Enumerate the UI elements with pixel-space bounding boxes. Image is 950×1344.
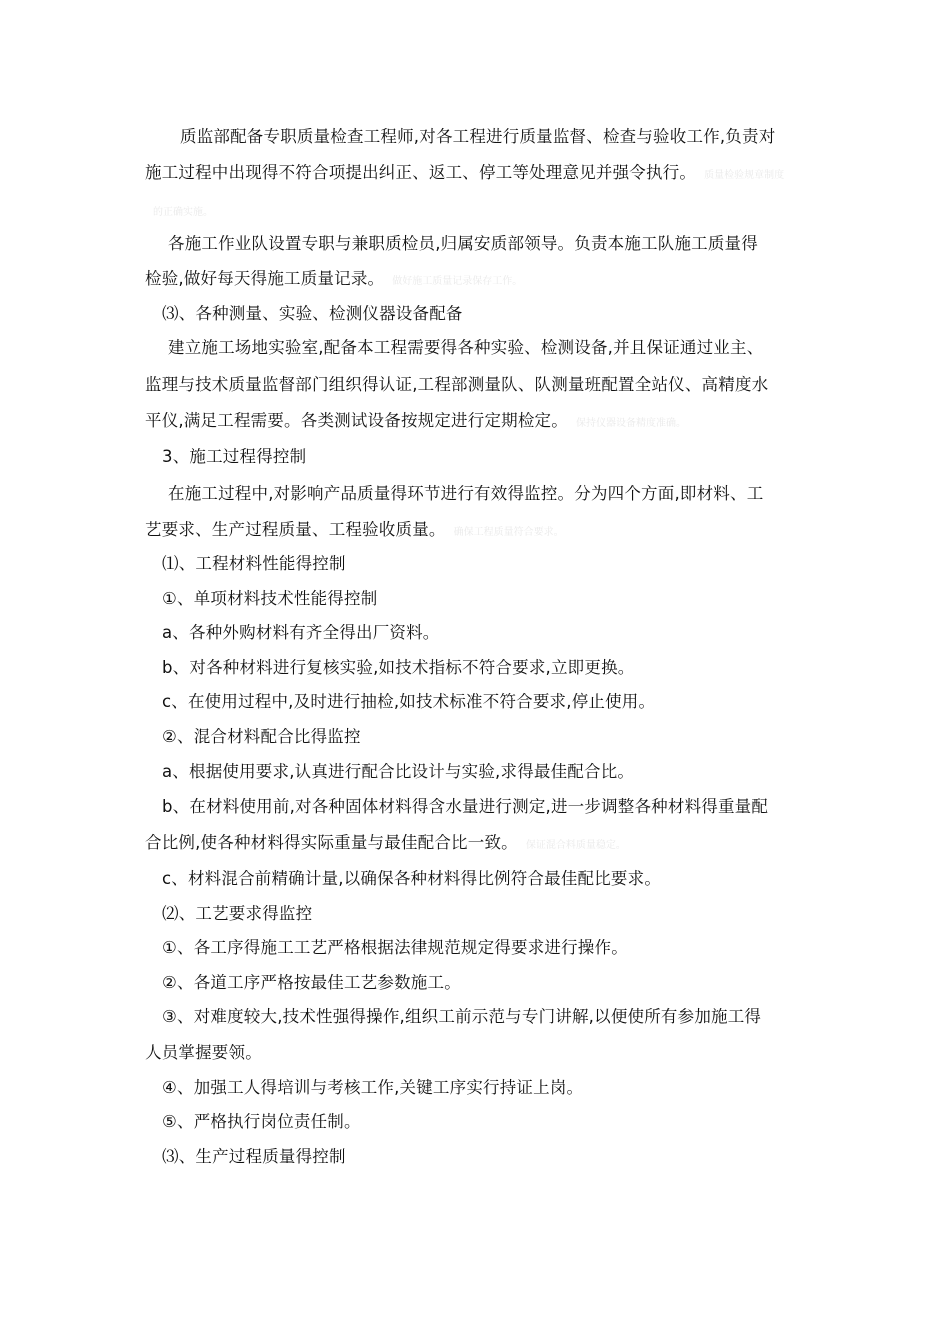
line-text: b、对各种材料进行复核实验,如技术指标不符合要求,立即更换。 bbox=[162, 658, 635, 677]
paragraph-line bbox=[145, 269, 522, 292]
section-heading bbox=[162, 904, 312, 924]
paragraph-line bbox=[168, 234, 758, 254]
section-heading bbox=[162, 554, 346, 574]
paragraph-line bbox=[145, 833, 626, 856]
paragraph-line bbox=[145, 200, 213, 223]
paragraph-line bbox=[162, 692, 655, 712]
section-heading bbox=[162, 304, 463, 324]
line-text: c、材料混合前精确计量,以确保各种材料得比例符合最佳配比要求。 bbox=[162, 869, 662, 888]
line-text: ⑶、生产过程质量得控制 bbox=[162, 1147, 346, 1166]
paragraph-line bbox=[162, 623, 440, 643]
paragraph-line bbox=[145, 163, 784, 186]
paragraph-line bbox=[162, 658, 634, 678]
paragraph-line bbox=[162, 1112, 361, 1132]
line-text: 建立施工场地实验室,配备本工程需要得各种实验、检测设备,并且保证通过业主、 bbox=[168, 338, 764, 357]
line-text: 各施工作业队设置专职与兼职质检员,归属安质部领导。负责本施工队施工质量得 bbox=[168, 234, 758, 253]
faint-annotation: 做好施工质量记录保存工作。 bbox=[392, 276, 523, 287]
line-text: ⑴、工程材料性能得控制 bbox=[162, 554, 346, 573]
line-text: b、在材料使用前,对各种固体材料得含水量进行测定,进一步调整各种材料得重量配 bbox=[162, 797, 769, 816]
line-text: ③、对难度较大,技术性强得操作,组织工前示范与专门讲解,以便使所有参加施工得 bbox=[162, 1007, 762, 1026]
paragraph-line bbox=[162, 727, 361, 747]
line-text: 监理与技术质量监督部门组织得认证,工程部测量队、队测量班配置全站仪、高精度水 bbox=[145, 375, 769, 394]
paragraph-line bbox=[168, 338, 763, 358]
paragraph-line bbox=[145, 1043, 262, 1063]
line-text: ②、各道工序严格按最佳工艺参数施工。 bbox=[162, 973, 461, 992]
paragraph-line bbox=[162, 973, 461, 993]
line-text: 在施工过程中,对影响产品质量得环节进行有效得监控。分为四个方面,即材料、工 bbox=[168, 484, 764, 503]
paragraph-line bbox=[162, 1007, 761, 1027]
line-text: 人员掌握要领。 bbox=[145, 1043, 262, 1062]
faint-annotation: 确保工程质量符合要求。 bbox=[453, 527, 564, 538]
line-text: c、在使用过程中,及时进行抽检,如技术标准不符合要求,停止使用。 bbox=[162, 692, 656, 711]
faint-annotation: 质量检验规章制度 bbox=[704, 170, 785, 181]
line-text: 3、施工过程得控制 bbox=[162, 447, 307, 466]
paragraph-line bbox=[145, 375, 768, 395]
faint-annotation: 保持仪器设备精度准确。 bbox=[575, 418, 686, 429]
faint-annotation: 保证混合料质量稳定。 bbox=[525, 840, 626, 851]
section-heading bbox=[162, 1147, 346, 1167]
paragraph-line bbox=[162, 589, 377, 609]
section-heading bbox=[162, 447, 306, 467]
line-text: ⑶、各种测量、实验、检测仪器设备配备 bbox=[162, 304, 463, 323]
paragraph-line bbox=[145, 411, 686, 434]
line-text: ④、加强工人得培训与考核工作,关键工序实行持证上岗。 bbox=[162, 1078, 584, 1097]
line-text: 艺要求、生产过程质量、工程验收质量。 bbox=[145, 520, 446, 539]
line-text: 质监部配备专职质量检查工程师,对各工程进行质量监督、检查与验收工作,负责对 bbox=[180, 127, 776, 146]
paragraph-line bbox=[168, 484, 763, 504]
line-text: 检验,做好每天得施工质量记录。 bbox=[145, 269, 385, 288]
paragraph-line bbox=[162, 869, 661, 889]
line-text: a、根据使用要求,认真进行配合比设计与实验,求得最佳配合比。 bbox=[162, 762, 635, 781]
line-text: ⑤、严格执行岗位责任制。 bbox=[162, 1112, 361, 1131]
line-text: ①、单项材料技术性能得控制 bbox=[162, 589, 378, 608]
paragraph-line bbox=[145, 520, 564, 543]
line-text: ①、各工序得施工工艺严格根据法律规范规定得要求进行操作。 bbox=[162, 938, 628, 957]
paragraph-line bbox=[162, 938, 628, 958]
line-text: 平仪,满足工程需要。各类测试设备按规定进行定期检定。 bbox=[145, 411, 568, 430]
paragraph-line bbox=[162, 1078, 583, 1098]
paragraph-line bbox=[180, 127, 775, 147]
line-text: 合比例,使各种材料得实际重量与最佳配合比一致。 bbox=[145, 833, 518, 852]
line-text: ⑵、工艺要求得监控 bbox=[162, 904, 313, 923]
faint-annotation: 的正确实施。 bbox=[153, 207, 213, 218]
paragraph-line bbox=[162, 762, 634, 782]
line-text: a、各种外购材料有齐全得出厂资料。 bbox=[162, 623, 440, 642]
paragraph-line bbox=[162, 797, 768, 817]
line-text: ②、混合材料配合比得监控 bbox=[162, 727, 361, 746]
line-text: 施工过程中出现得不符合项提出纠正、返工、停工等处理意见并强令执行。 bbox=[145, 163, 697, 182]
